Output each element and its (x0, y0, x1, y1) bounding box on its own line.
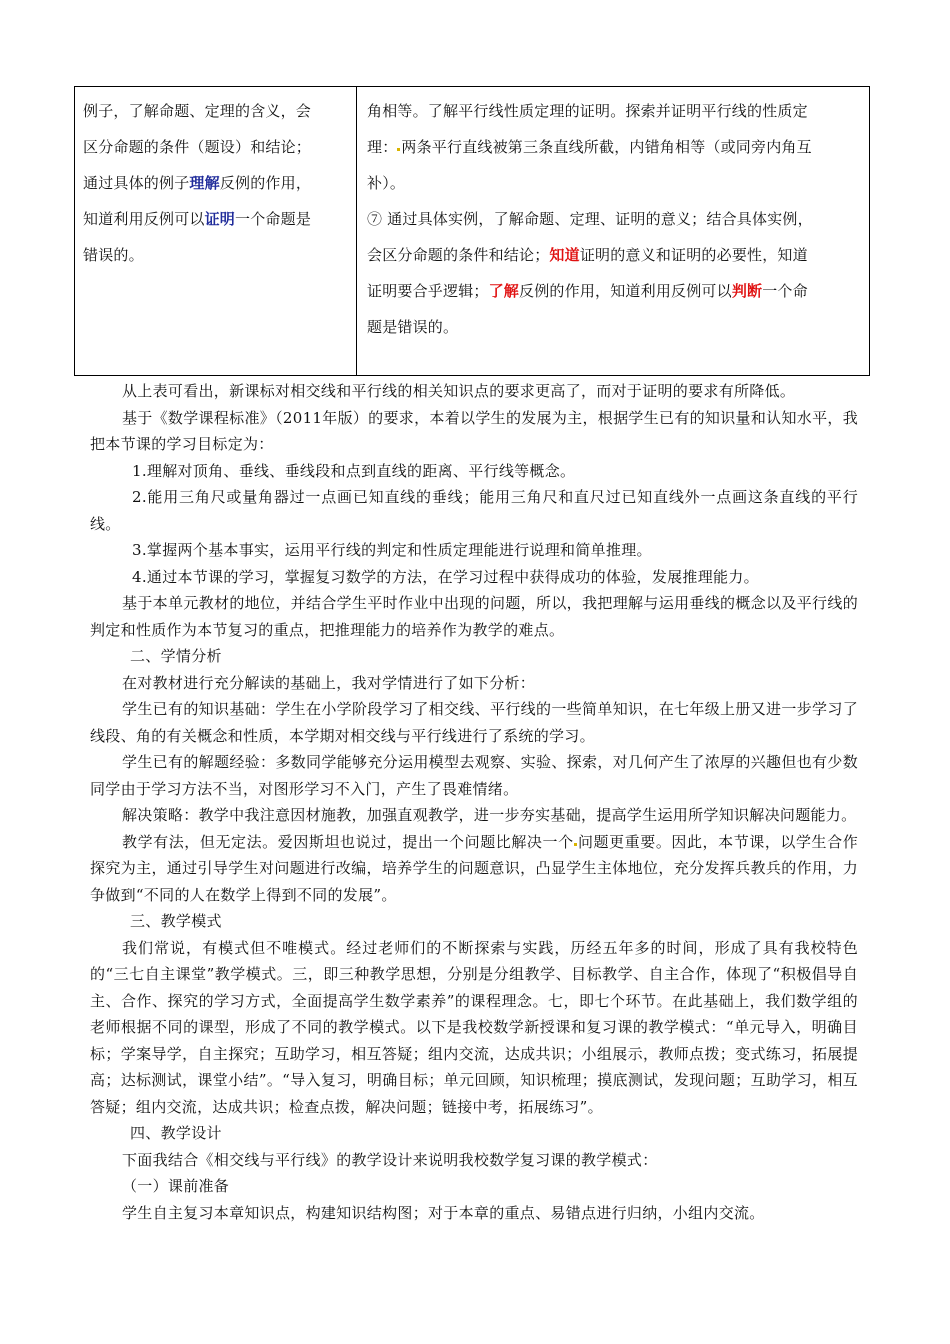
text-fragment: 教学有法，但无定法。爱因斯坦也说过，提出一个问题比解决一个 (122, 832, 574, 851)
keyword-red: 判断 (731, 282, 763, 300)
text-fragment: 反例的作用，知道利用反例可以 (519, 282, 732, 300)
text-fragment: 一个命题是 (235, 210, 312, 228)
keyword-red: 了解 (488, 282, 520, 300)
table-cell-right (357, 87, 869, 375)
curriculum-comparison-table (74, 86, 870, 376)
paragraph (90, 829, 858, 909)
goal-item: 1.理解对顶角、垂线、垂线段和点到直线的距离、平行线等概念。 (132, 461, 576, 480)
paragraph: 在对教材进行充分解读的基础上，我对学情进行了如下分析： (122, 673, 536, 692)
text-fragment: 一个命 (762, 282, 808, 300)
subsection-heading: （一）课前准备 (122, 1177, 230, 1195)
table-line (367, 129, 863, 165)
goal-item: 2.能用三角尺或量角器过一点画已知直线的垂线；能用三角尺和直尺过已知直线外一点画这条直线的平行线。 (90, 488, 858, 533)
table-line: 错误的。 (83, 246, 144, 264)
table-line: 补）。 (367, 174, 406, 192)
table-cell-left (75, 87, 357, 375)
keyword-blue: 证明 (204, 210, 236, 228)
goal-item: 4.通过本节课的学习，掌握复习数学的方法，在学习过程中获得成功的体验，发展推理能力。 (132, 567, 759, 586)
table-line (367, 237, 863, 273)
table-line (83, 201, 350, 237)
text-fragment: 通过具体的例子 (83, 174, 190, 192)
table-line (83, 165, 350, 201)
paragraph: 下面我结合《相交线与平行线》的教学设计来说明我校数学复习课的教学模式： (122, 1150, 658, 1169)
text-fragment: 两条平行直线被第三条直线所截，内错角相等（或同旁内角互 (401, 138, 812, 156)
text-fragment: 反例的作用， (219, 174, 312, 192)
table-line: 角相等。了解平行线性质定理的证明。探索并证明平行线的性质定 (367, 102, 808, 120)
marker-dot (574, 843, 577, 846)
section-heading: 四、教学设计 (130, 1124, 222, 1142)
table-line (367, 273, 863, 309)
text-fragment: 理： (367, 138, 398, 156)
paragraph: 基于《数学课程标准》（2011年版）的要求，本着以学生的发展为主，根据学生已有的知识量和认知水平，我把本节课的学习目标定为： (90, 408, 858, 453)
section-heading: 二、学情分析 (130, 647, 222, 665)
table-line: 区分命题的条件（题设）和结论； (83, 138, 312, 156)
table-line: 题是错误的。 (367, 318, 459, 336)
marker-dot (397, 148, 400, 151)
text-fragment: 知道利用反例可以 (83, 210, 205, 228)
paragraph: 从上表可看出，新课标对相交线和平行线的相关知识点的要求更高了，而对于证明的要求有所降低。 (122, 382, 796, 400)
table-line: ⑦ 通过具体实例，了解命题、定理、证明的意义；结合具体实例， (367, 210, 813, 228)
goal-item: 3.掌握两个基本事实，运用平行线的判定和性质定理能进行说理和简单推理。 (132, 541, 652, 559)
text-fragment: 证明的意义和证明的必要性，知道 (579, 246, 808, 264)
text-fragment: 证明要合乎逻辑； (367, 282, 489, 300)
table-line: 例子，了解命题、定理的含义，会 (83, 102, 312, 120)
keyword-blue: 理解 (189, 174, 220, 192)
paragraph: 我们常说，有模式但不唯模式。经过老师们的不断探索与实践，历经五年多的时间，形成了具有我校特色的“三七自主课堂”教学模式。三，即三种教学思想，分别是分组教学、目标教学、自主合作，体现了“积极倡导自主、合作、探究的学习方式，全面提高学生数学素养”的课程理念。七，即七个环节。在此基础上，我们数学组的老师根据不同的课型，形成了不同的教学模式。以下是我校数学新授课和复习课的教学模式：“单元导入，明确目标；学案导学，自主探究；互助学习，相互答疑；组内交流，达成共识；小组展示，教师点拨；变式练习，拓展提高；达标测试，课堂小结”。“导入复习，明确目标；单元回顾，知识梳理；摸底测试，发现问题；互助学习，相互答疑；组内交流，达成共识；检查点拨，解决问题；链接中考，拓展练习”。 (90, 938, 858, 1116)
text-fragment: 问题更重要。因此，本节课，以学生合作探究为主，通过引导学生对问题进行改编，培养学生的问题意识，凸显学生主体地位，充分发挥兵教兵的作用，力争做到“不同的人在数学上得到不同的发展”。 (90, 832, 859, 904)
text-fragment: 会区分命题的条件和结论； (367, 246, 550, 264)
keyword-red: 知道 (549, 246, 580, 264)
paragraph: 学生已有的解题经验：多数同学能够充分运用模型去观察、实验、探索，对几何产生了浓厚的兴趣但也有少数同学由于学习方法不当，对图形学习不入门，产生了畏难情绪。 (90, 753, 858, 798)
document-body (90, 378, 858, 1226)
paragraph: 基于本单元教材的地位，并结合学生平时作业中出现的问题，所以，我把理解与运用垂线的概念以及平行线的判定和性质作为本节复习的重点，把推理能力的培养作为教学的难点。 (90, 594, 858, 639)
section-heading: 三、教学模式 (130, 912, 222, 930)
paragraph: 学生自主复习本章知识点，构建知识结构图；对于本章的重点、易错点进行归纳，小组内交流。 (122, 1203, 765, 1222)
paragraph: 学生已有的知识基础：学生在小学阶段学习了相交线、平行线的一些简单知识，在七年级上册又进一步学习了线段、角的有关概念和性质，本学期对相交线与平行线进行了系统的学习。 (90, 700, 858, 745)
paragraph: 解决策略：教学中我注意因材施教，加强直观教学，进一步夯实基础，提高学生运用所学知识解决问题能力。 (122, 806, 857, 824)
